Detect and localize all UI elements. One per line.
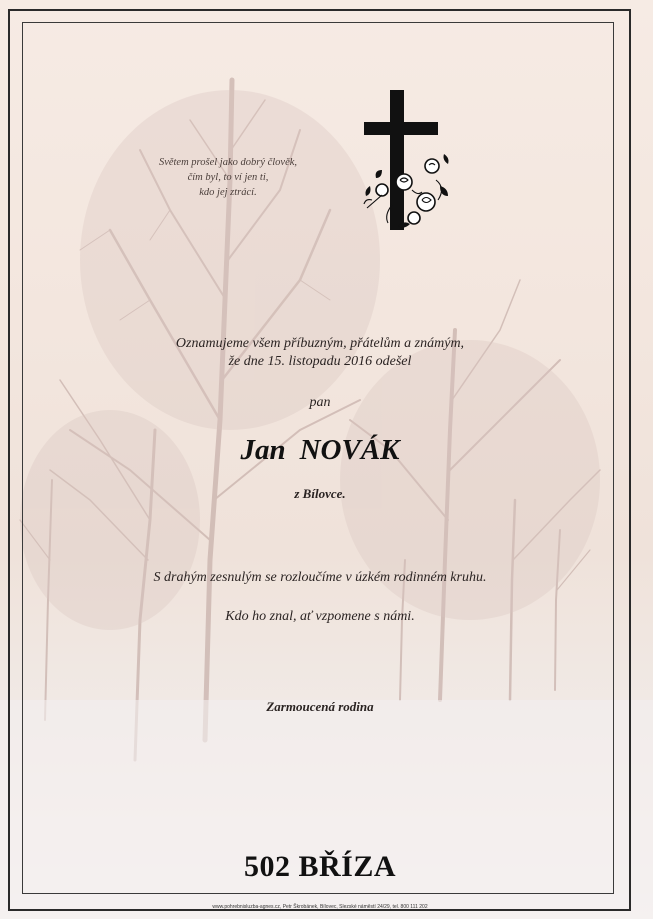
announcement-text (100, 335, 540, 371)
memorial-poem (138, 155, 318, 200)
signature: Zarmoucená rodina (266, 699, 374, 714)
footer-contact: www.pohrebnisluzba-agnes.cz, Petr Škrobánek, Bílovec, Slezské náměstí 24/29, tel. 800 111 202 (212, 904, 428, 910)
poem-line: Světem prošel jako dobrý člověk, (158, 157, 298, 168)
template-code: 502 BŘÍZA (243, 850, 397, 883)
announcement-line: že dne 15. listopadu 2016 odešel (228, 354, 412, 369)
farewell-text: S drahým zesnulým se rozloučíme v úzkém rodinném kruhu. (153, 570, 487, 585)
remembrance-text: Kdo ho znal, ať vzpomene s námi. (225, 609, 415, 624)
poem-line: kdo jej ztrácí. (199, 187, 257, 198)
cross-with-roses-icon (362, 90, 457, 235)
poem-line: čím byl, to ví jen ti, (187, 172, 269, 183)
deceased-name (100, 434, 540, 467)
honorific: pan (309, 395, 331, 410)
last-name: NOVÁK (299, 434, 400, 466)
first-name: Jan (240, 434, 286, 466)
place-of-origin: z Bílovce. (294, 486, 346, 501)
announcement-line: Oznamujeme všem příbuzným, přátelům a známým, (175, 336, 465, 351)
